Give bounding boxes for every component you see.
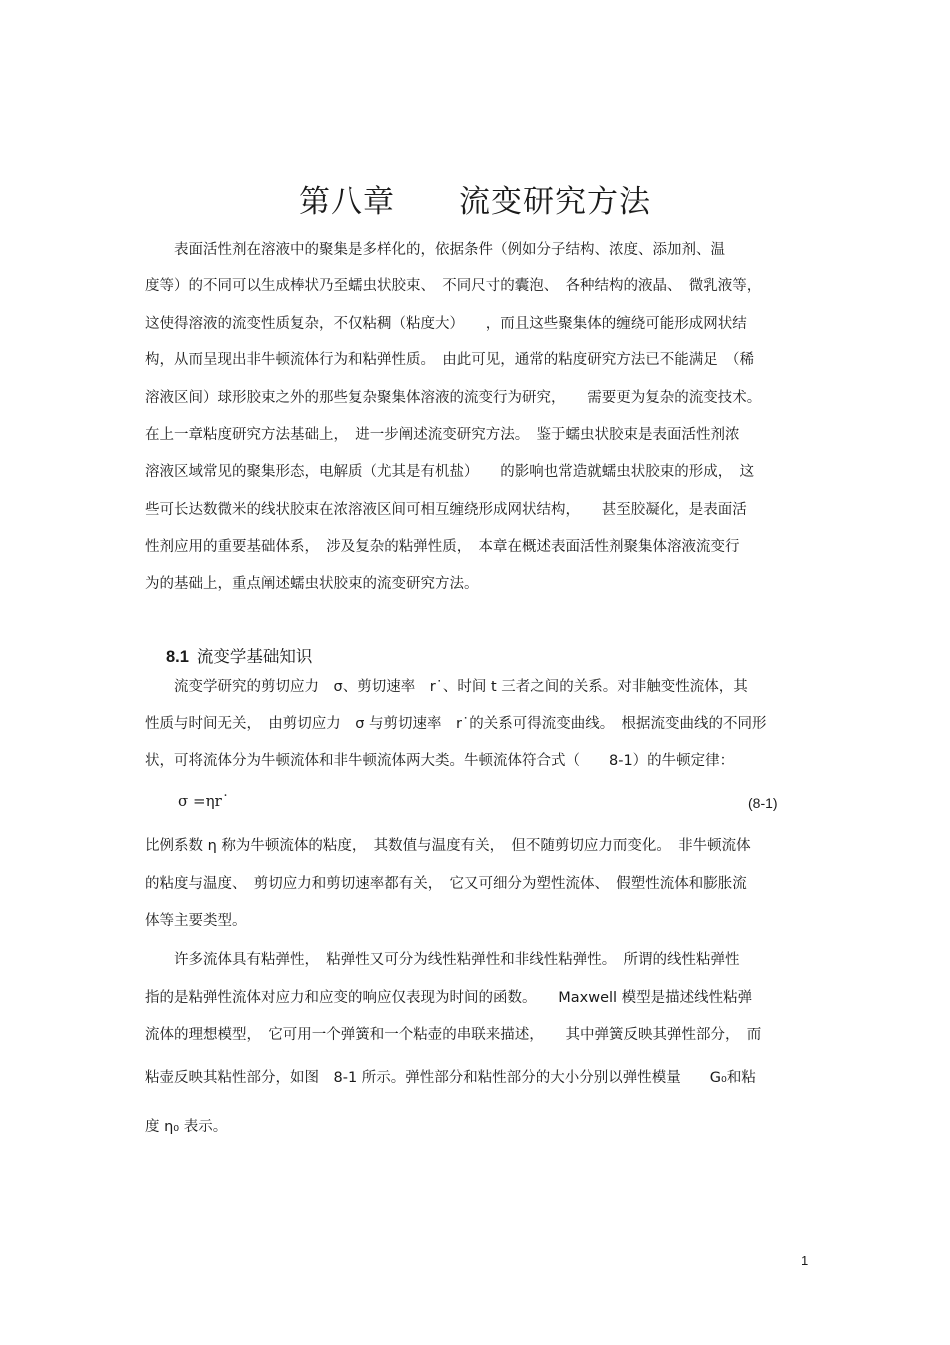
intro-line: 为的基础上，重点阐述蠕虫状胶束的流变研究方法。 [145,576,479,592]
paragraph-line: 性质与时间无关， 由剪切应力 σ 与剪切速率 r˙的关系可得流变曲线。 根据流变曲线的不同形 [145,716,767,732]
intro-line: 度等）的不同可以生成棒状乃至蠕虫状胶束、 不同尺寸的囊泡、 各种结构的液晶、 微乳液等， [145,278,762,294]
paragraph-line: 比例系数 η 称为牛顿流体的粘度， 其数值与温度有关， 但不随剪切应力而变化。 非牛顿流体 [145,838,751,854]
equation-number: (8-1) [748,795,778,811]
paragraph-line: 状，可将流体分为牛顿流体和非牛顿流体两大类。牛顿流体符合式（ 8-1）的牛顿定律： [145,753,735,769]
section-title: 流变学基础知识 [196,647,313,666]
page-number: 1 [801,1253,809,1268]
paragraph-line: 度 η₀ 表示。 [145,1119,228,1135]
intro-line: 构，从而呈现出非牛顿流体行为和粘弹性质。 由此可见，通常的粘度研究方法已不能满足 （稀 [145,352,754,368]
intro-line: 溶液区域常见的聚集形态，电解质（尤其是有机盐） 的影响也常造就蠕虫状胶束的形成， 这 [145,464,754,480]
intro-line: 溶液区间）球形胶束之外的那些复杂聚集体溶液的流变行为研究， 需要更为复杂的流变技术。 [145,390,762,406]
section-number: 8.1 [165,648,189,666]
equation: σ =ηr˙ [178,792,230,810]
paragraph-line: 流体的理想模型， 它可用一个弹簧和一个粘壶的串联来描述， 其中弹簧反映其弹性部分， 而 [145,1027,762,1043]
paragraph-line: 流变学研究的剪切应力 σ、剪切速率 r˙、时间 t 三者之间的关系。对非触变性流体，其 [145,679,748,695]
paragraph-line: 指的是粘弹性流体对应力和应变的响应仅表现为时间的函数。 Maxwell 模型是描述线性粘弹 [145,990,753,1006]
paragraph-line: 体等主要类型。 [145,913,247,929]
intro-line: 表面活性剂在溶液中的聚集是多样化的，依据条件（例如分子结构、浓度、添加剂、温 [145,242,725,258]
paragraph-line: 粘壶反映其粘性部分，如图 8-1 所示。弹性部分和粘性部分的大小分别以弹性模量 G₀和粘 [145,1070,756,1086]
paragraph-line: 许多流体具有粘弹性， 粘弹性又可分为线性粘弹性和非线性粘弹性。 所谓的线性粘弹性 [145,952,740,968]
intro-line: 在上一章粘度研究方法基础上， 进一步阐述流变研究方法。 鉴于蠕虫状胶束是表面活性剂浓 [145,427,740,443]
intro-line: 些可长达数微米的线状胶束在浓溶液区间可相互缠绕形成网状结构， 甚至胶凝化，是表面活 [145,502,747,518]
intro-line: 这使得溶液的流变性质复杂，不仅粘稠（粘度大） ，而且这些聚集体的缠绕可能形成网状结 [145,316,747,332]
paragraph-line: 的粘度与温度、 剪切应力和剪切速率都有关， 它又可细分为塑性流体、 假塑性流体和膨胀流 [145,876,747,892]
intro-line: 性剂应用的重要基础体系， 涉及复杂的粘弹性质， 本章在概述表面活性剂聚集体溶液流变行 [145,539,740,555]
chapter-title: 第八章 流变研究方法 [299,184,651,220]
